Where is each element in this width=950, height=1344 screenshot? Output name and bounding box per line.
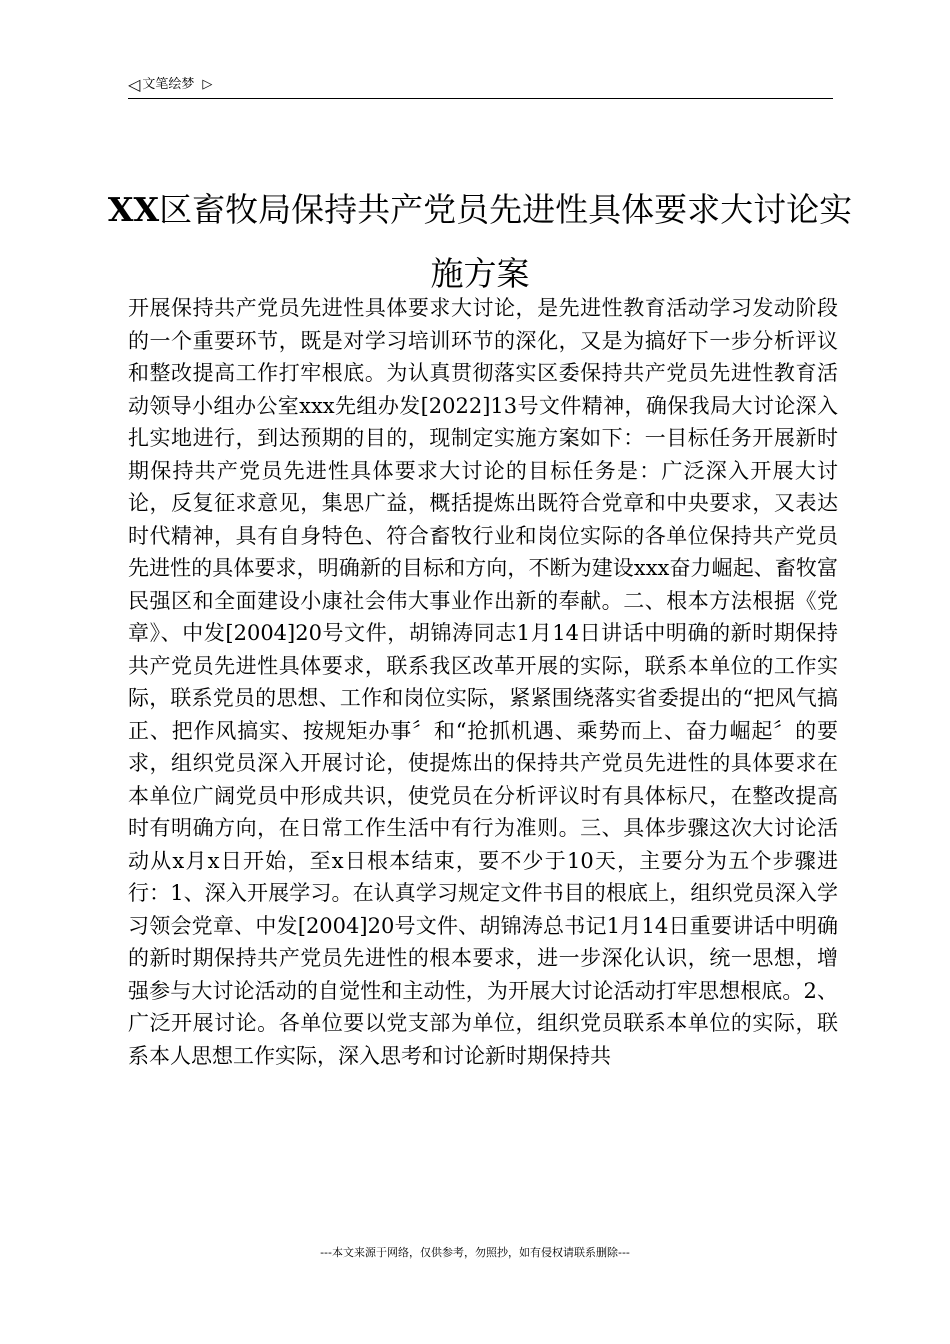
footer-disclaimer: ---本文来源于网络，仅供参考，勿照抄，如有侵权请联系删除---	[320, 1246, 630, 1259]
triangle-left-icon: ◁	[128, 75, 141, 94]
document-title	[100, 178, 860, 306]
document-body: 开展保持共产党员先进性具体要求大讨论，是先进性教育活动学习发动阶段的一个重要环节，既是对学习培训环节的深化，又是为搞好下一步分析评议和整改提高工作打牢根底。为认真贯彻落实区委保持共产党员先进性教育活动领导小组办公室xxx先组办发[2022]13号文件精神，确保我局大讨论深入扎实地进行，到达预期的目的，现制定实施方案如下：一目标任务开展新时期保持共产党员先进性具体要求大讨论的目标任务是：广泛深入开展大讨论，反复征求意见，集思广益，概括提炼出既符合党章和中央要求，又表达时代精神，具有自身特色、符合畜牧行业和岗位实际的各单位保持共产党员先进性的具体要求，明确新的目标和方向，不断为建设xxx奋力崛起、畜牧富民强区和全面建设小康社会伟大事业作出新的奉献。二、根本方法根据《党章》、中发[2004]20号文件，胡锦涛同志1月14日讲话中明确的新时期保持共产党员先进性具体要求，联系我区改革开展的实际，联系本单位的工作实际，联系党员的思想、工作和岗位实际，紧紧围绕落实省委提出的“把风气搞正、把作风搞实、按规矩办事〞和“抢抓机遇、乘势而上、奋力崛起〞的要求，组织党员深入开展讨论，使提炼出的保持共产党员先进性的具体要求在本单位广阔党员中形成共识，使党员在分析评议时有具体标尺，在整改提高时有明确方向，在日常工作生活中有行为准则。三、具体步骤这次大讨论活动从x月x日开始，至x日根本结束，要不少于10天，主要分为五个步骤进行：1、深入开展学习。在认真学习规定文件书目的根底上，组织党员深入学习领会党章、中发[2004]20号文件、胡锦涛总书记1月14日重要讲话中明确的新时期保持共产党员先进性的根本要求，进一步深化认识，统一思想，增强参与大讨论活动的自觉性和主动性，为开展大讨论活动打牢思想根底。2、广泛开展讨论。各单位要以党支部为单位，组织党员联系本单位的实际，联系本人思想工作实际，深入思考和讨论新时期保持共	[128, 296, 838, 1068]
title-text: 区畜牧局保持共产党员先进性具体要求大讨论实施方案	[159, 190, 853, 293]
page-header	[128, 72, 833, 99]
header-brand: 文笔绘梦	[142, 77, 195, 92]
title-prefix: XX	[107, 190, 160, 229]
triangle-right-icon: ▷	[202, 77, 213, 92]
